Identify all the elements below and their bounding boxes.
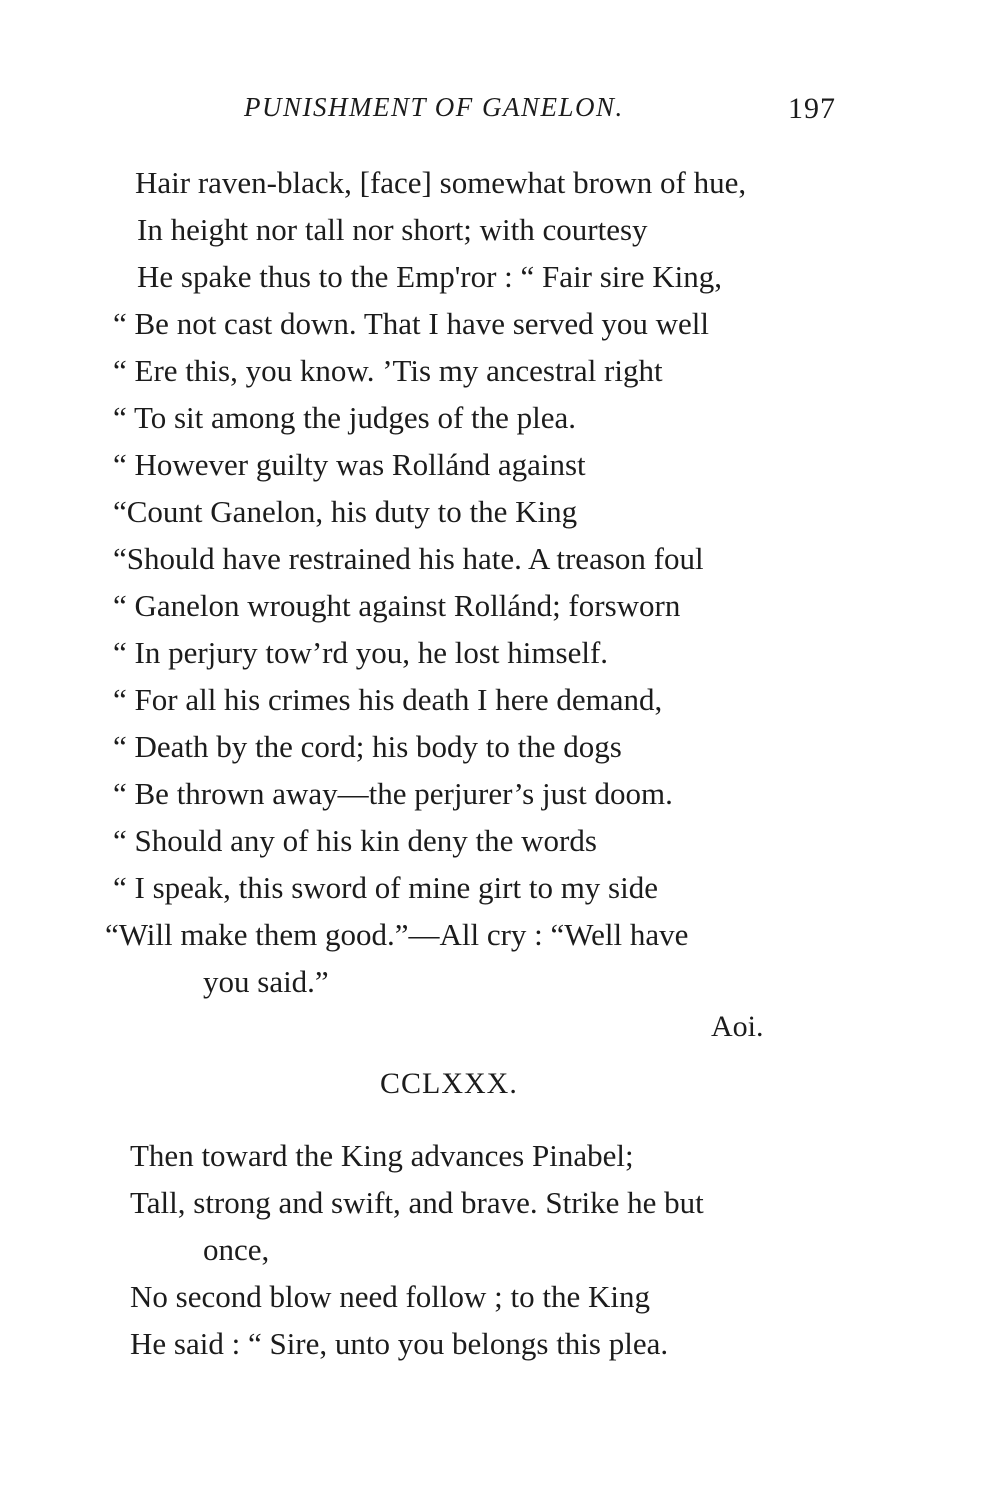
verse-line: “ Should any of his kin deny the words bbox=[113, 823, 597, 858]
verse-line: “ Ere this, you know. ’Tis my ancestral right bbox=[113, 353, 663, 388]
verse-line: Hair raven-black, [face] somewhat brown of hue, bbox=[135, 165, 747, 200]
verse-line: “Will make them good.”—All cry : “Well have bbox=[105, 917, 689, 952]
refrain-aoi: Aoi. bbox=[711, 1010, 764, 1043]
verse-line: He spake thus to the Emp'ror : “ Fair sire King, bbox=[137, 259, 722, 294]
verse-line-continuation: once, bbox=[203, 1232, 270, 1267]
verse-line: Then toward the King advances Pinabel; bbox=[130, 1138, 634, 1173]
verse-line: “ Ganelon wrought against Rollánd; forsworn bbox=[113, 588, 681, 623]
verse-line: “Count Ganelon, his duty to the King bbox=[113, 494, 578, 529]
verse-line: No second blow need follow ; to the King bbox=[130, 1279, 651, 1314]
section-heading: CCLXXX. bbox=[380, 1067, 518, 1100]
page-header bbox=[0, 92, 1000, 132]
verse-line: “ Be not cast down. That I have served you well bbox=[113, 306, 710, 341]
verse-line: “ I speak, this sword of mine girt to my side bbox=[113, 870, 658, 905]
verse-line: In height nor tall nor short; with courtesy bbox=[137, 212, 648, 247]
verse-line-continuation: you said.” bbox=[203, 964, 329, 999]
verse-line: He said : “ Sire, unto you belongs this plea. bbox=[130, 1326, 669, 1361]
verse-line: “ To sit among the judges of the plea. bbox=[113, 400, 577, 435]
page-number: 197 bbox=[788, 92, 836, 125]
verse-line: “ Be thrown away—the perjurer’s just doom. bbox=[113, 776, 673, 811]
verse-line: “Should have restrained his hate. A treason foul bbox=[113, 541, 704, 576]
verse-line: “ In perjury tow’rd you, he lost himself. bbox=[113, 635, 609, 670]
running-title: PUNISHMENT OF GANELON. bbox=[244, 92, 624, 122]
verse-line: Tall, strong and swift, and brave. Strike he but bbox=[130, 1185, 704, 1220]
verse-line: “ Death by the cord; his body to the dogs bbox=[113, 729, 622, 764]
verse-line: “ For all his crimes his death I here demand, bbox=[113, 682, 663, 717]
verse-line: “ However guilty was Rollánd against bbox=[113, 447, 586, 482]
